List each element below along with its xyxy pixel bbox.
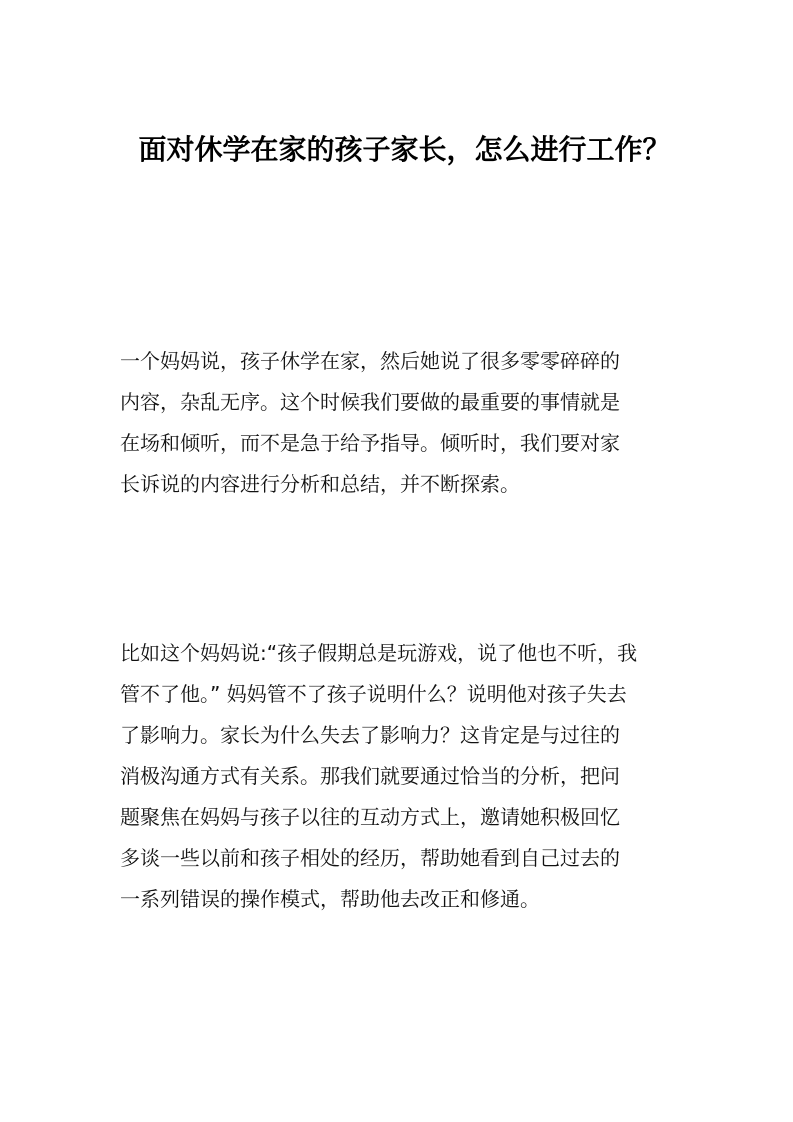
paragraph-line: 比如这个妈妈说:“孩子假期总是玩游戏，说了他也不听，我 <box>120 641 638 665</box>
paragraph-line: 消极沟通方式有关系。那我们就要通过恰当的分析，把问 <box>120 764 620 788</box>
paragraph-line: 多谈一些以前和孩子相处的经历，帮助她看到自己过去的 <box>120 846 620 870</box>
paragraph-line: 长诉说的内容进行分析和总结，并不断探索。 <box>120 472 520 496</box>
paragraph-line: 在场和倾听，而不是急于给予指导。倾听时，我们要对家 <box>120 431 620 455</box>
paragraph-line: 一个妈妈说，孩子休学在家，然后她说了很多零零碎碎的 <box>120 349 620 373</box>
paragraph-line: 一系列错误的操作模式，帮助他去改正和修通。 <box>120 887 540 911</box>
paragraph-line: 了影响力。家长为什么失去了影响力？这肯定是与过往的 <box>120 723 620 747</box>
paragraph-2 <box>120 633 676 920</box>
paragraph-1 <box>120 341 676 505</box>
paragraph-line: 题聚焦在妈妈与孩子以往的互动方式上，邀请她积极回忆 <box>120 805 620 829</box>
paragraph-line: 管不了他。” 妈妈管不了孩子说明什么？说明他对孩子失去 <box>120 682 627 706</box>
paragraph-line: 内容，杂乱无序。这个时候我们要做的最重要的事情就是 <box>120 390 620 414</box>
document-title: 面对休学在家的孩子家长，怎么进行工作？ <box>138 133 671 166</box>
